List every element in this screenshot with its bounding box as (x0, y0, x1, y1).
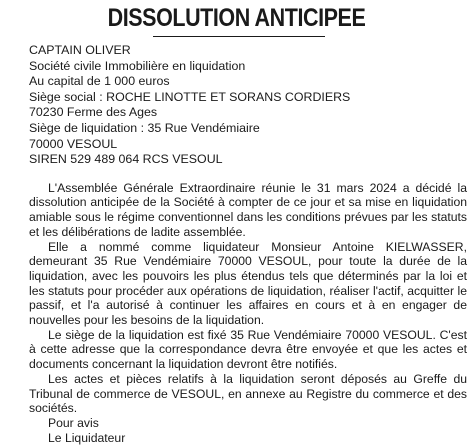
title-underline (153, 36, 325, 37)
closing-pour-avis: Pour avis (48, 416, 99, 430)
paragraph-liquidator-text: Elle a nommé comme liquidateur Monsieur Antoine KIELWASSER, demeurant 35 Rue Vendémiaire 70000 VESOUL, pour toute la durée de la liquidation, avec les pouvoirs les plus étendus tels que déterminés par la loi et les statuts pour procéder aux opérations de liquidation, réaliser l'actif, acquitter le passif, et l'a autorisé à continuer les affaires en cours et à en engager de nouvelles pour les besoins de la liquidation. (29, 239, 467, 328)
paragraph-dissolution (29, 181, 467, 240)
company-capital: Au capital de 1 000 euros (29, 74, 170, 89)
notice-body (29, 181, 467, 445)
paragraph-filing-text: Les actes et pièces relatifs à la liquidation seront déposés au Greffe du Tribunal de commerce de VESOUL, en annexe au Registre du commerce et des sociétés. (29, 371, 467, 416)
paragraph-seat-text: Le siège de la liquidation est fixé 35 Rue Vendémiaire 70000 VESOUL. C'est à cette adresse que la correspondance devra être envoyée et que les actes et documents concernant la liquidation devront être notifiés. (29, 327, 467, 372)
registered-office-city: 70230 Ferme des Ages (29, 105, 158, 120)
paragraph-liquidator (29, 240, 467, 328)
closing-signatory: Le Liquidateur (48, 430, 126, 445)
liquidation-office-city: 70000 VESOUL (29, 136, 118, 151)
paragraph-seat (29, 328, 467, 372)
company-header (29, 43, 467, 168)
company-name: CAPTAIN OLIVER (29, 43, 131, 57)
liquidation-office: Siège de liquidation : 35 Rue Vendémiaire (29, 120, 260, 135)
company-form: Société civile Immobilière en liquidation (29, 58, 246, 73)
siren-number: SIREN 529 489 064 RCS VESOUL (29, 152, 223, 167)
notice-title: DISSOLUTION ANTICIPEE (107, 4, 366, 32)
registered-office: Siège social : ROCHE LINOTTE ET SORANS CORDIERS (29, 89, 351, 104)
paragraph-filing (29, 372, 467, 416)
paragraph-dissolution-text: L'Assemblée Générale Extraordinaire réunie le 31 mars 2024 a décidé la dissolution anticipée de la Société à compter de ce jour et sa mise en liquidation amiable sous le régime conventionnel dans les conditions prévues par les statuts et les délibérations de ladite assemblée. (29, 180, 467, 239)
